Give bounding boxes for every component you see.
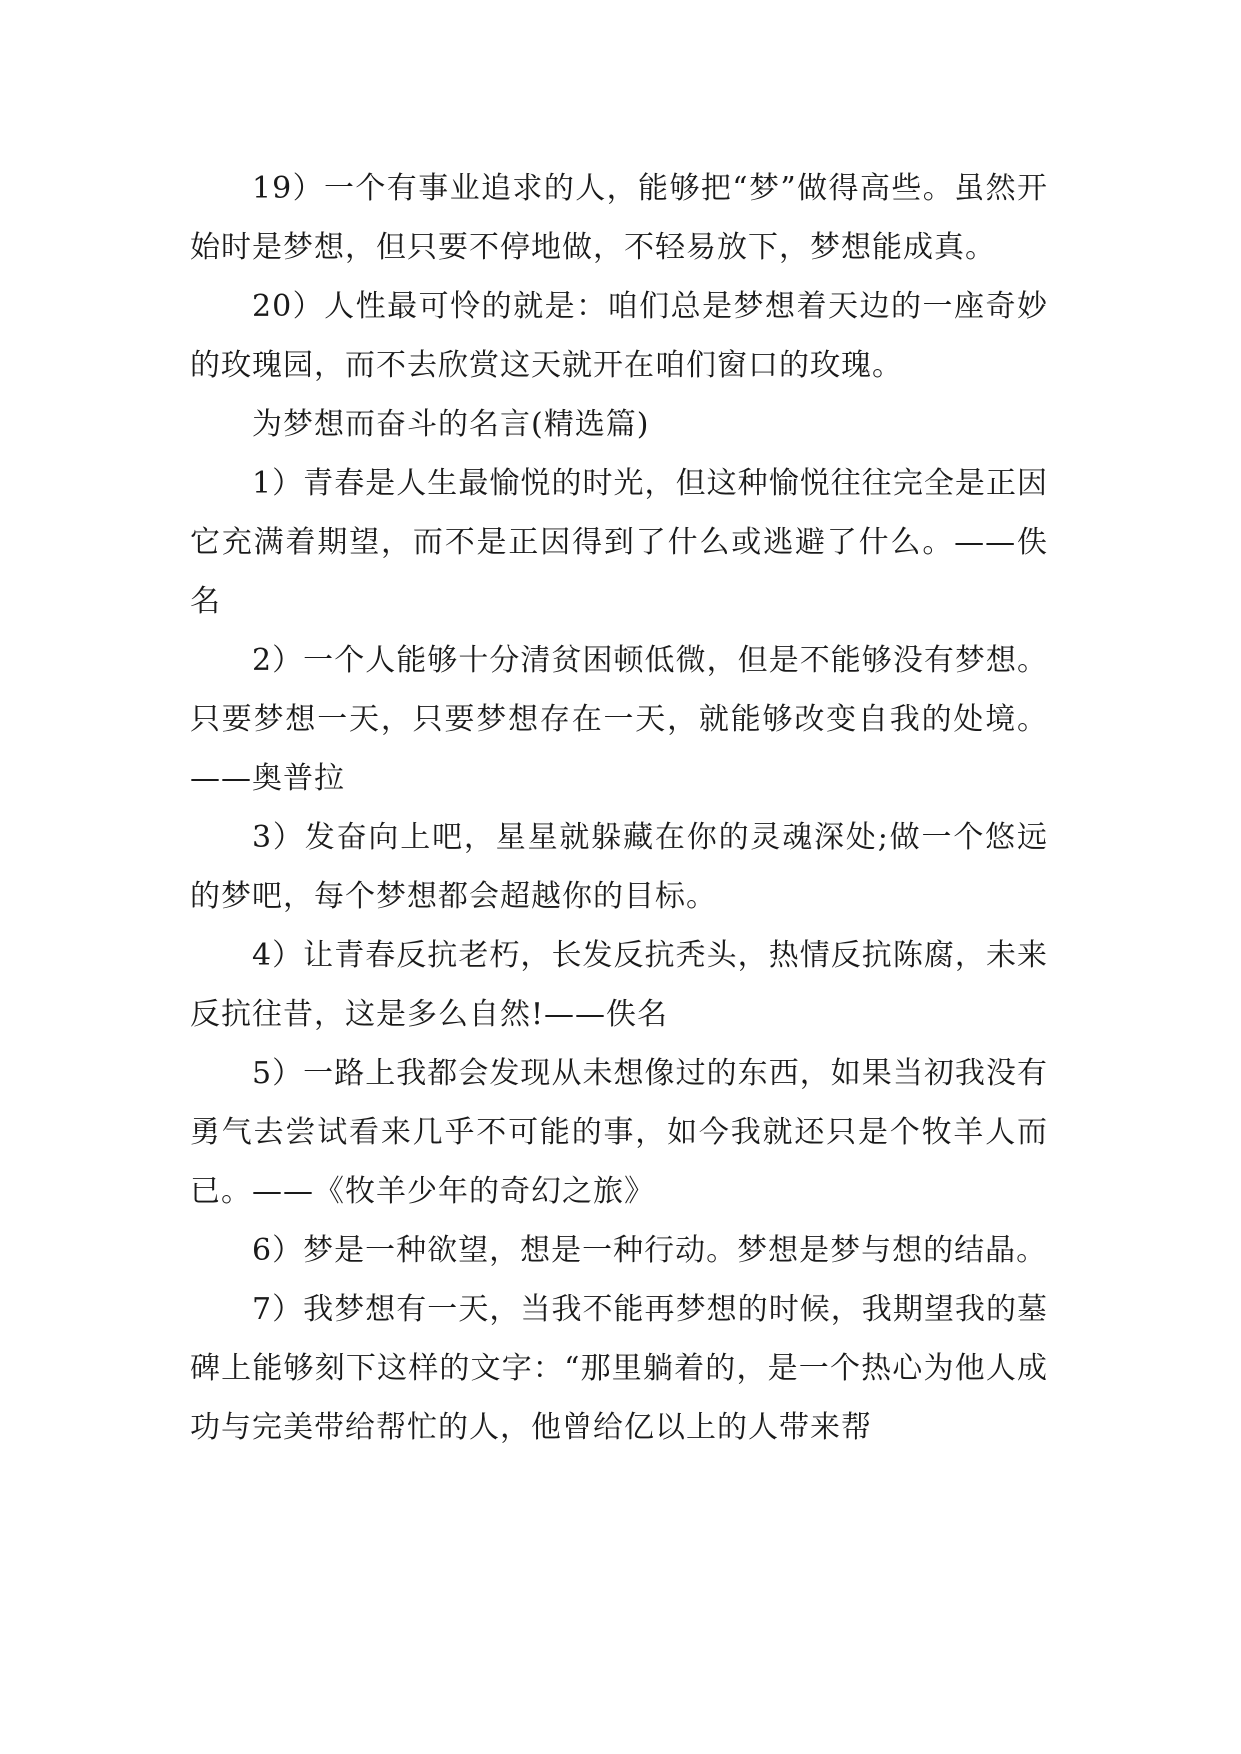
section-heading: 为梦想而奋斗的名言(精选篇): [252, 407, 650, 442]
paragraph-quote-1: 1）青春是人生最愉悦的时光，但这种愉悦往往完全是正因它充满着期望，而不是正因得到了什么或逃避了什么。——佚名: [190, 466, 1048, 619]
paragraph-quote-5: 5）一路上我都会发现从未想像过的东西，如果当初我没有勇气去尝试看来几乎不可能的事，如今我就还只是个牧羊人而已。——《牧羊少年的奇幻之旅》: [190, 1056, 1048, 1209]
paragraph-quote-2: 2）一个人能够十分清贫困顿低微，但是不能够没有梦想。只要梦想一天，只要梦想存在一天，就能够改变自我的处境。——奥普拉: [190, 643, 1048, 796]
document-body: [190, 159, 1048, 1457]
paragraph-quote-20: 20）人性最可怜的就是：咱们总是梦想着天边的一座奇妙的玫瑰园，而不去欣赏这天就开在咱们窗口的玫瑰。: [190, 289, 1048, 383]
paragraph-quote-4: 4）让青春反抗老朽，长发反抗秃头，热情反抗陈腐，未来反抗往昔，这是多么自然!——佚名: [190, 938, 1048, 1032]
paragraph-quote-3: 3）发奋向上吧，星星就躲藏在你的灵魂深处;做一个悠远的梦吧，每个梦想都会超越你的目标。: [190, 820, 1048, 914]
paragraph-quote-7: 7）我梦想有一天，当我不能再梦想的时候，我期望我的墓碑上能够刻下这样的文字：“那里躺着的，是一个热心为他人成功与完美带给帮忙的人，他曾给亿以上的人带来帮: [190, 1292, 1048, 1445]
paragraph-quote-19: 19）一个有事业追求的人，能够把“梦”做得高些。虽然开始时是梦想，但只要不停地做，不轻易放下，梦想能成真。: [190, 171, 1048, 265]
paragraph-quote-6: 6）梦是一种欲望，想是一种行动。梦想是梦与想的结晶。: [252, 1233, 1048, 1268]
